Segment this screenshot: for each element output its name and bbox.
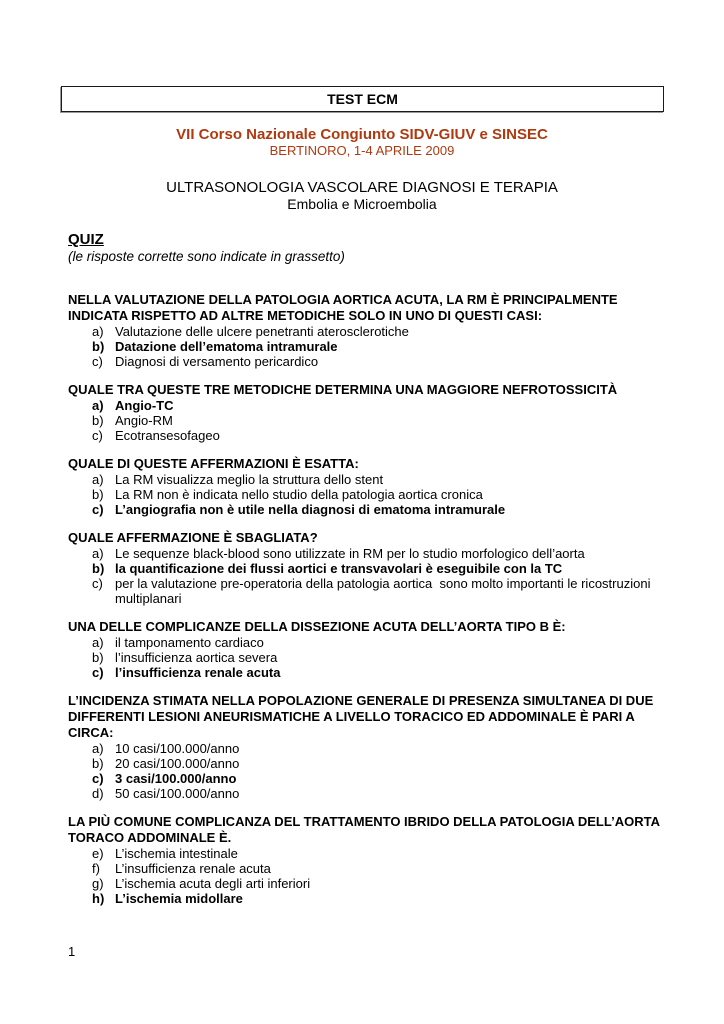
option-item	[68, 487, 660, 502]
option-letter: c)	[92, 428, 103, 443]
option-letter: f)	[92, 861, 100, 876]
question-heading: QUALE TRA QUESTE TRE METODICHE DETERMINA UNA MAGGIORE NEFROTOSSICITÀ	[68, 382, 618, 397]
option-text: la quantificazione dei flussi aortici e transvavolari è eseguibile con la TC	[115, 561, 563, 576]
option-item	[68, 502, 660, 517]
option-item	[68, 635, 660, 650]
option-letter: c)	[92, 354, 103, 369]
option-text: l’insufficienza renale acuta	[115, 665, 281, 680]
option-letter: a)	[92, 546, 104, 561]
quiz-heading: QUIZ	[68, 231, 104, 248]
test-ecm-title: TEST ECM	[327, 91, 398, 107]
option-item	[68, 665, 660, 680]
question-block	[68, 693, 660, 801]
test-ecm-title-box	[61, 86, 664, 112]
option-item	[68, 771, 660, 786]
subject-title: ULTRASONOLOGIA VASCOLARE DIAGNOSI E TERAPIA	[166, 179, 558, 196]
option-item	[68, 339, 660, 354]
option-text: 3 casi/100.000/anno	[115, 771, 237, 786]
option-item	[68, 472, 660, 487]
option-item	[68, 398, 660, 413]
option-text: L’ischemia acuta degli arti inferiori	[115, 876, 311, 891]
question-heading: QUALE DI QUESTE AFFERMAZIONI È ESATTA:	[68, 456, 359, 471]
question-heading: L’INCIDENZA STIMATA NELLA POPOLAZIONE GENERALE DI PRESENZA SIMULTANEA DI DUE DIFFERENTI LESIONI ANEURISMATICHE A LIVELLO TORACICO ED ADDOMINALE È PARI A CIRCA:	[68, 693, 654, 740]
option-letter: g)	[92, 876, 104, 891]
question-block	[68, 530, 660, 606]
subject-subtitle: Embolia e Microembolia	[287, 196, 437, 212]
question-block	[68, 382, 660, 443]
option-letter: b)	[92, 650, 104, 665]
venue-date: BERTINORO, 1-4 APRILE 2009	[269, 143, 455, 158]
option-letter: d)	[92, 786, 104, 801]
option-letter: a)	[92, 398, 104, 413]
option-item	[68, 546, 660, 561]
option-letter: b)	[92, 413, 104, 428]
option-text: Angio-RM	[115, 413, 173, 428]
page-number: 1	[68, 944, 76, 959]
option-item	[68, 324, 660, 339]
option-text: Angio-TC	[115, 398, 174, 413]
option-text: L’ischemia midollare	[115, 891, 243, 906]
option-letter: e)	[92, 846, 104, 861]
question-heading: QUALE AFFERMAZIONE È SBAGLIATA?	[68, 530, 318, 545]
option-letter: a)	[92, 324, 104, 339]
option-text: 50 casi/100.000/anno	[115, 786, 240, 801]
option-letter: b)	[92, 756, 104, 771]
question-block	[68, 814, 660, 906]
option-item	[68, 846, 660, 861]
option-letter: b)	[92, 339, 105, 354]
option-item	[68, 576, 660, 606]
option-letter: c)	[92, 576, 103, 591]
option-text: La RM non è indicata nello studio della patologia aortica cronica	[115, 487, 483, 502]
question-heading: UNA DELLE COMPLICANZE DELLA DISSEZIONE ACUTA DELL’AORTA TIPO B È:	[68, 619, 566, 634]
option-item	[68, 891, 660, 906]
option-text: 20 casi/100.000/anno	[115, 756, 240, 771]
option-letter: h)	[92, 891, 105, 906]
option-text: L’insufficienza renale acuta	[115, 861, 271, 876]
option-text: Valutazione delle ulcere penetranti aterosclerotiche	[115, 324, 409, 339]
option-text: 10 casi/100.000/anno	[115, 741, 240, 756]
quiz-content	[68, 231, 660, 906]
option-item	[68, 876, 660, 891]
option-item	[68, 741, 660, 756]
option-text: Datazione dell’ematoma intramurale	[115, 339, 338, 354]
option-text: L’angiografia non è utile nella diagnosi di ematoma intramurale	[115, 502, 506, 517]
question-heading: NELLA VALUTAZIONE DELLA PATOLOGIA AORTICA ACUTA, LA RM È PRINCIPALMENTE INDICATA RISPETTO AD ALTRE METODICHE SOLO IN UNO DI QUESTI CASI:	[68, 292, 618, 323]
question-block	[68, 292, 660, 369]
option-item	[68, 861, 660, 876]
option-letter: c)	[92, 502, 104, 517]
option-letter: c)	[92, 665, 104, 680]
quiz-note: (le risposte corrette sono indicate in grassetto)	[68, 249, 345, 264]
question-list	[68, 292, 660, 906]
option-letter: b)	[92, 561, 105, 576]
question-block	[68, 456, 660, 517]
option-text: il tamponamento cardiaco	[115, 635, 264, 650]
option-item	[68, 428, 660, 443]
option-text: l’insufficienza aortica severa	[115, 650, 278, 665]
option-letter: a)	[92, 635, 104, 650]
option-item	[68, 561, 660, 576]
option-text: Diagnosi di versamento pericardico	[115, 354, 319, 369]
option-text: Le sequenze black-blood sono utilizzate in RM per lo studio morfologico dell’aorta	[115, 546, 585, 561]
option-item	[68, 650, 660, 665]
option-text: La RM visualizza meglio la struttura dello stent	[115, 472, 384, 487]
option-text: L’ischemia intestinale	[115, 846, 238, 861]
option-letter: a)	[92, 741, 104, 756]
option-text: per la valutazione pre-operatoria della patologia aortica sono molto importanti le ricostruzioni multiplanari	[115, 576, 655, 606]
option-letter: a)	[92, 472, 104, 487]
option-item	[68, 413, 660, 428]
question-block	[68, 619, 660, 680]
question-heading: LA PIÙ COMUNE COMPLICANZA DEL TRATTAMENTO IBRIDO DELLA PATOLOGIA DELL’AORTA TORACO ADDOMINALE È.	[68, 814, 660, 845]
option-item	[68, 756, 660, 771]
option-letter: c)	[92, 771, 104, 786]
course-title: VII Corso Nazionale Congiunto SIDV-GIUV e SINSEC	[176, 126, 548, 143]
option-item	[68, 786, 660, 801]
option-text: Ecotransesofageo	[115, 428, 220, 443]
option-item	[68, 354, 660, 369]
option-letter: b)	[92, 487, 104, 502]
